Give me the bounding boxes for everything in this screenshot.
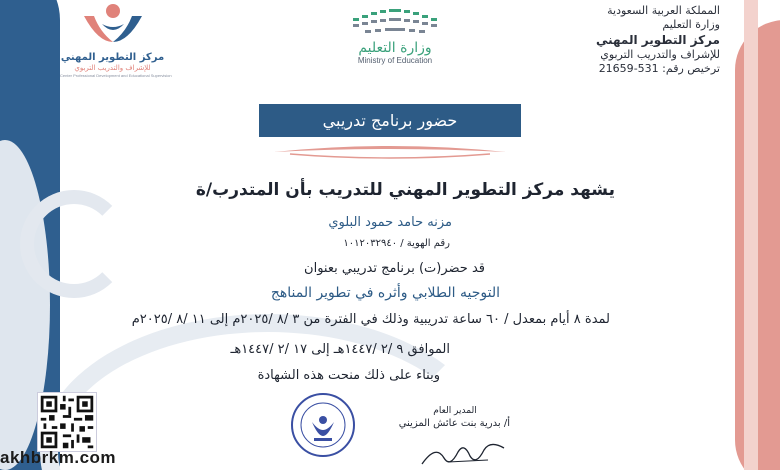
program-title: التوجيه الطلابي وأثره في تطوير المناهج [270, 285, 500, 301]
trainee-name: مزنه حامد حمود البلوي [328, 215, 452, 230]
qr-code-icon [37, 392, 97, 452]
signatory-block [400, 405, 510, 431]
handwritten-signature-icon [418, 438, 508, 470]
center-logo [60, 2, 172, 79]
signatory-title: المدير العام [433, 406, 477, 416]
hijri-dates: الموافق ٩ /٢ /١٤٤٧هـ إلى ١٧ /٢ /١٤٤٧هـ [230, 342, 450, 357]
trainee-id: رقم الهوية / ١٠١٢٠٣٢٩٤٠ [343, 238, 450, 249]
main-statement: يشهد مركز التطوير المهني للتدريب بأن المتدرب/ة [195, 180, 615, 200]
moe-emblem-icon [345, 6, 445, 36]
closing-statement: وبناء على ذلك منحت هذه الشهادة [257, 368, 440, 383]
certificate-title: حضور برنامج تدريبي [259, 104, 521, 137]
ministry-label: وزارة التعليم [662, 18, 720, 31]
official-stamp-icon [290, 392, 356, 458]
moe-english-name: Ministry of Education [357, 56, 433, 65]
center-logo-english: Center Professional Development and Educational Supervision [60, 73, 172, 78]
center-emblem-icon [78, 2, 148, 48]
site-watermark: akhbrkm.com [0, 448, 117, 467]
center-logo-name: مركز التطوير المهني [60, 52, 165, 63]
moe-arabic-name: وزارة التعليم [358, 40, 432, 56]
government-header [580, 4, 720, 76]
signatory-name: أ/ بدرية بنت عائش المزيني [398, 418, 510, 429]
supervision-label: للإشراف والتدريب التربوي [600, 48, 720, 61]
title-swoosh-decoration [270, 142, 510, 162]
attendance-statement: قد حضر(ت) برنامج تدريبي بعنوان [304, 261, 485, 276]
moe-logo [335, 6, 455, 66]
center-label: مركز التطوير المهني [595, 33, 720, 47]
right-decoration-stripe [744, 0, 758, 470]
center-logo-subtitle: للإشراف والتدريب التربوي [74, 64, 151, 72]
license-label: ترخيص رقم: 531-21659 [598, 62, 720, 75]
duration-statement: لمدة ٨ أيام بمعدل / ٦٠ ساعة تدريبية وذلك في الفترة من ٣ /٨ /٢٠٢٥م إلى ١١ /٨ /٢٠٢٥م [131, 312, 610, 327]
kingdom-label: المملكة العربية السعودية [607, 4, 720, 17]
